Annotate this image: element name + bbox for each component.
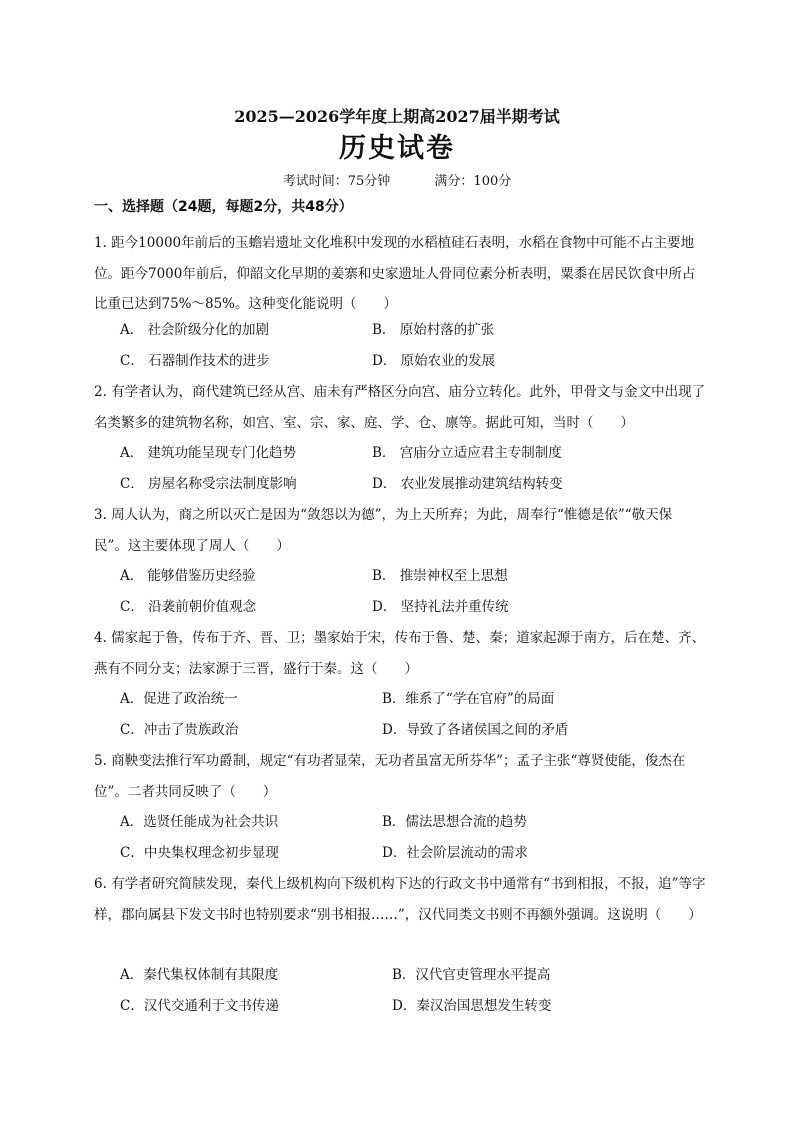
section-heading: 一、选择题（24题，每题2分，共48分） xyxy=(94,199,353,215)
question-4-option-d: D．导致了各诸侯国之间的矛盾 xyxy=(382,722,569,738)
question-6-option-c: C．汉代交通利于文书传递 xyxy=(120,998,279,1014)
question-3-option-a: A． 能够借鉴历史经验 xyxy=(120,568,256,584)
question-5-option-c: C．中央集权理念初步显现 xyxy=(120,845,279,861)
question-6-option-d: D．秦汉治国思想发生转变 xyxy=(392,998,552,1014)
question-3-option-c: C． 沿袭前朝价值观念 xyxy=(120,599,257,615)
question-5-stem: 5. 商鞅变法推行军功爵制，规定“有功者显荣，无功者虽富无所芬华”；孟子主张“尊贤使能，俊杰在位”。二者共同反映了（ ） xyxy=(94,753,686,800)
question-4-option-b: B．维系了“学在官府”的局面 xyxy=(382,691,555,707)
question-3-stem: 3. 周人认为，商之所以灭亡是因为“敛怨以为德”，为上天所弃；为此，周奉行“惟德是依”“敬天保民”。这主要体现了周人（ ） xyxy=(94,507,673,554)
question-2-option-b: B． 宫庙分立适应君主专制制度 xyxy=(372,445,562,461)
question-1-option-c: C． 石器制作技术的进步 xyxy=(120,353,270,369)
question-3-option-d: D． 坚持礼法并重传统 xyxy=(372,599,509,615)
question-2-stem: 2. 有学者认为，商代建筑已经从宫、庙未有严格区分向宫、庙分立转化。此外，甲骨文与金文中出现了名类繁多的建筑物名称，如宫、室、宗、家、庭、学、仓、廪等。据此可知，当时（ ） xyxy=(94,384,706,431)
question-4-option-c: C．冲击了贵族政治 xyxy=(120,722,239,738)
exam-header-line: 2025—2026学年度上期高2027届半期考试 xyxy=(234,107,560,126)
question-6-option-b: B．汉代官吏管理水平提高 xyxy=(392,967,551,983)
question-6-option-a: A．秦代集权体制有其限度 xyxy=(120,967,279,983)
exam-time: 考试时间：75分钟 xyxy=(282,174,391,189)
question-3-option-b: B． 推崇神权至上思想 xyxy=(372,568,508,584)
question-1-option-b: B． 原始村落的扩张 xyxy=(372,322,495,338)
exam-score: 满分：100分 xyxy=(434,174,512,189)
question-6-stem: 6. 有学者研究简牍发现，秦代上级机构向下级机构下达的行政文书中通常有“书到相报，不报，追”等字样，郡向属县下发文书时也特别要求“别书相报……”，汉代同类文书则不再额外强调。这说明（ ） xyxy=(94,876,706,923)
question-4-option-a: A．促进了政治统一 xyxy=(120,691,238,707)
exam-title: 历史试卷 xyxy=(339,133,455,164)
question-1-option-a: A． 社会阶级分化的加剧 xyxy=(120,322,270,338)
question-5-option-a: A．选贤任能成为社会共识 xyxy=(120,814,279,830)
question-2-option-c: C． 房屋名称受宗法制度影响 xyxy=(120,476,297,492)
question-4-stem: 4. 儒家起于鲁，传布于齐、晋、卫；墨家始于宋，传布于鲁、楚、秦；道家起源于南方，后在楚、齐、燕有不同分支；法家源于三晋，盛行于秦。这（ ） xyxy=(94,630,706,677)
question-2-option-a: A． 建筑功能呈现专门化趋势 xyxy=(120,445,297,461)
question-1-stem: 1. 距今10000年前后的玉蟾岩遗址文化堆积中发现的水稻植硅石表明，水稻在食物中可能不占主要地位。距今7000年前后，仰韶文化早期的姜寨和史家遗址人骨同位素分析表明，粟黍在居民饮食中所占比重已达到75%～85%。这种变化能说明（ ） xyxy=(94,235,696,312)
question-5-option-b: B．儒法思想合流的趋势 xyxy=(382,814,527,830)
exam-meta xyxy=(0,170,794,189)
question-2-option-d: D． 农业发展推动建筑结构转变 xyxy=(372,476,563,492)
question-5-option-d: D．社会阶层流动的需求 xyxy=(382,845,528,861)
question-1-option-d: D． 原始农业的发展 xyxy=(372,353,496,369)
